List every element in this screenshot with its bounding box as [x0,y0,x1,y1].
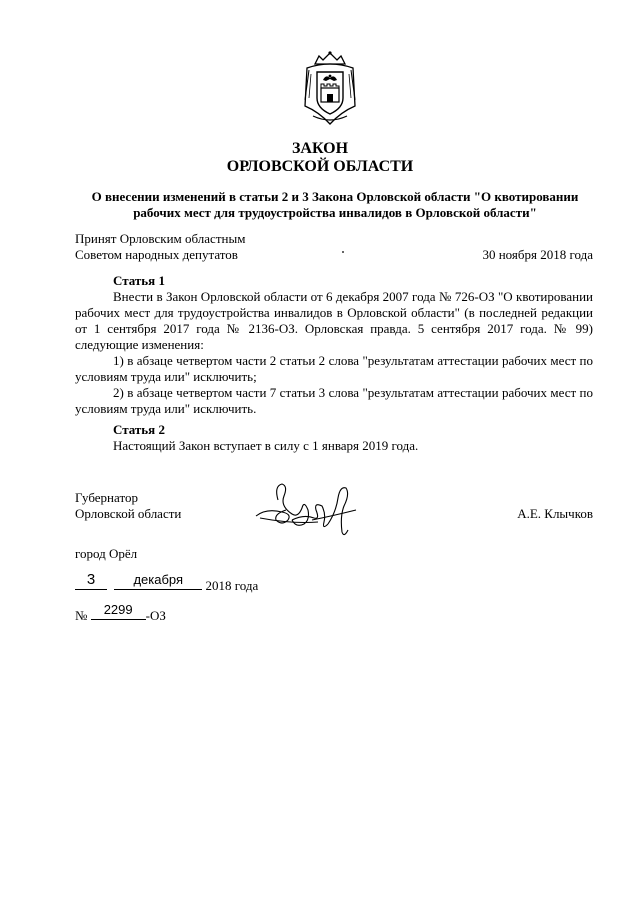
law-number-value: 2299 [103,602,133,617]
signing-day-field [75,571,107,590]
signing-month-field [114,572,202,590]
handwritten-signature [252,480,360,542]
signatory-position-line-2: Орловской области [75,506,182,521]
law-subject-line-2: рабочих мест для трудоустройства инвалидов в Орловской области" [133,205,537,220]
signatory-position-line-1: Губернатор [75,490,138,505]
article-1-line: следующие изменения: [75,337,204,352]
law-subject-line-1: О внесении изменений в статьи 2 и 3 Закона Орловской области "О квотировании [91,189,579,204]
number-prefix: № [75,608,88,623]
orel-oblast-coat-of-arms-icon [301,50,359,130]
document-title-line-2: ОРЛОВСКОЙ ОБЛАСТИ [226,158,414,175]
article-1-line: от 1 сентября 2017 года № 2136-ОЗ. Орловская правда. 5 сентября 2017 года. № 99) [75,321,593,336]
number-suffix: -ОЗ [145,608,166,623]
signing-month: декабря [133,572,184,587]
document-title-line-1: ЗАКОН [291,140,349,157]
law-subject [75,189,595,221]
article-1-heading: Статья 1 [113,273,165,288]
article-1-item-2-line: 2) в абзаце четвертом части 7 статьи 3 слова "результатам аттестации рабочих мест по [113,385,593,400]
law-number [75,602,166,624]
signatory-name: А.Е. Клычков [517,506,593,521]
adoption-line-1: Принят Орловским областным [75,231,246,246]
adoption-line-2: Советом народных депутатов [75,247,238,262]
article-2-heading: Статья 2 [113,422,165,437]
adoption-date: 30 ноября 2018 года [482,247,593,262]
signing-day: 3 [86,571,96,588]
article-1-line: рабочих мест для трудоустройства инвалидов в Орловской области" (в последней редакции [75,305,593,320]
article-1-line: Внести в Закон Орловской области от 6 декабря 2007 года № 726-ОЗ "О квотировании [113,289,593,304]
signing-place: город Орёл [75,546,138,561]
article-1-item-2-line: условиям труда или" исключить. [75,401,257,416]
scan-speck [342,251,344,253]
signing-year: 2018 года [205,578,259,593]
article-2-text: Настоящий Закон вступает в силу с 1 января 2019 года. [113,438,419,453]
law-number-field [91,602,146,620]
signing-date [75,571,259,594]
article-1-body [75,289,593,417]
article-1-item-1-line: 1) в абзаце четвертом части 2 статьи 2 слова "результатам аттестации рабочих мест по [113,353,593,368]
article-1-item-1-line: условиям труда или" исключить; [75,369,257,384]
